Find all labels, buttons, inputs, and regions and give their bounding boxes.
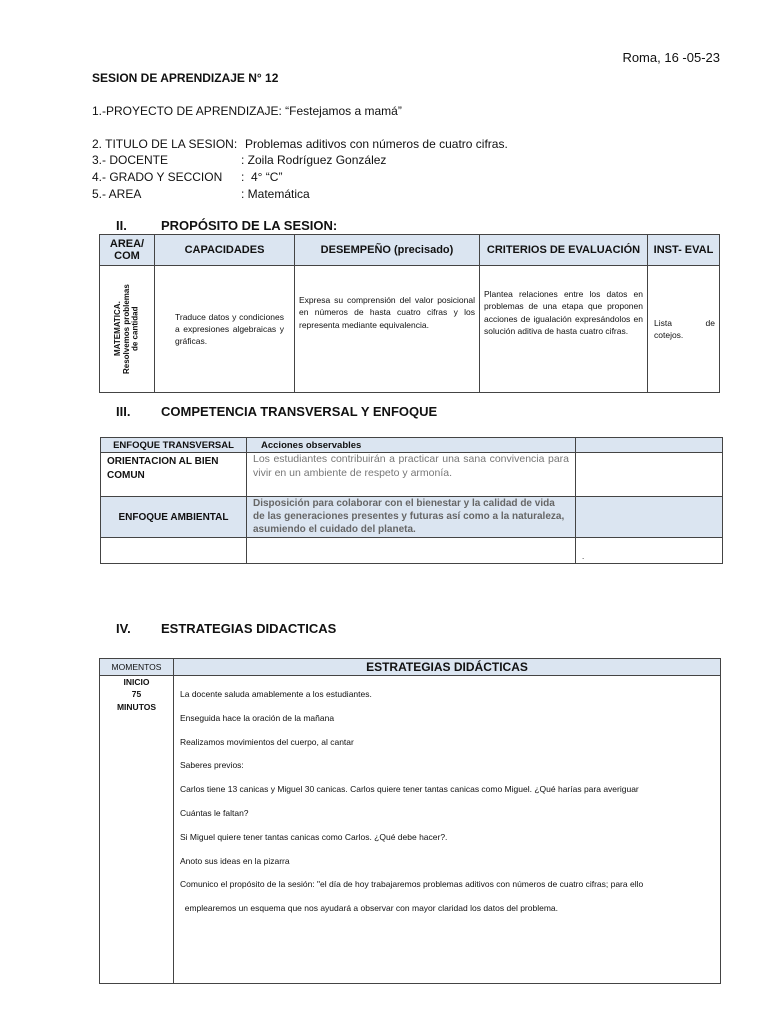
project-line: 1.-PROYECTO DE APRENDIZAJE: “Festejamos a mamá” — [92, 104, 402, 118]
cell-enfoque-bien-comun: ORIENTACION AL BIEN COMUN — [101, 453, 247, 497]
strategy-line: Comunico el propósito de la sesión: "el día de hoy trabajaremos problemas aditivos con números de cuatro cifras; para ello — [180, 879, 644, 889]
cell-area — [100, 266, 155, 393]
col-header-empty — [576, 438, 723, 453]
strategy-line: Si Miguel quiere tener tantas canicas como Carlos. ¿Qué debe hacer?. — [180, 832, 448, 842]
field-value-docente: : Zoila Rodríguez González — [241, 153, 387, 167]
field-label-grado: 4.- GRADO Y SECCION — [92, 170, 223, 184]
competence-row-2 — [101, 497, 723, 538]
cell-desempeno: Expresa su comprensión del valor posicional en números de hasta cuatro cifras y los representa mediante equivalencia. — [295, 266, 480, 393]
col-header-criterios: CRITERIOS DE EVALUACIÓN — [480, 235, 648, 266]
cell-momento-inicio — [100, 676, 174, 984]
purpose-table-header — [100, 235, 720, 266]
cell-acciones-ambiental: Disposición para colaborar con el bienestar y la calidad de vida de las generaciones presentes y futuras así como a la naturaleza, asumiendo el cuidado del planeta. — [247, 497, 576, 538]
strategy-line: Enseguida hace la oración de la mañana — [180, 713, 335, 723]
cell-empty-2 — [576, 497, 723, 538]
cell-empty-3a — [101, 538, 247, 564]
field-value-area: : Matemática — [241, 187, 310, 201]
strategies-table-header — [100, 659, 721, 676]
section-3-number: III. — [116, 404, 131, 419]
strategy-line: Anoto sus ideas en la pizarra — [180, 856, 290, 866]
section-3-heading — [116, 404, 437, 419]
strategy-line: emplearemos un esquema que nos ayudará a observar con mayor claridad los datos del problema. — [180, 903, 558, 913]
col-header-desempeno: DESEMPEÑO (precisado) — [295, 235, 480, 266]
strategy-line: Realizamos movimientos del cuerpo, al cantar — [180, 737, 354, 747]
strategy-line: Carlos tiene 13 canicas y Miguel 30 canicas. Carlos quiere tener tantas canicas como Miguel. ¿Qué harías para averiguar — [180, 784, 639, 794]
col-header-enfoque: ENFOQUE TRANSVERSAL — [101, 438, 247, 453]
cell-acciones-bien-comun: Los estudiantes contribuirán a practicar una sana convivencia para vivir en un ambiente de respeto y armonía. — [247, 453, 576, 497]
col-header-momentos: MOMENTOS — [100, 659, 174, 676]
competence-table — [100, 437, 723, 564]
field-value-titulo: Problemas aditivos con números de cuatro cifras. — [245, 137, 508, 151]
field-label-area: 5.- AREA — [92, 187, 142, 201]
document-date: Roma, 16 -05-23 — [622, 50, 720, 65]
cell-inst-eval: Lista de cotejos. — [648, 266, 720, 393]
momento-duration: 75 — [131, 689, 142, 700]
section-3-title: COMPETENCIA TRANSVERSAL Y ENFOQUE — [161, 404, 438, 419]
momento-label: INICIO — [123, 677, 150, 687]
section-4-title: ESTRATEGIAS DIDACTICAS — [161, 621, 337, 636]
competence-table-header — [101, 438, 723, 453]
purpose-table-row — [100, 266, 720, 393]
cell-empty-1 — [576, 453, 723, 497]
section-4-number: IV. — [116, 621, 131, 636]
strategy-line: La docente saluda amablemente a los estudiantes. — [180, 689, 372, 699]
cell-empty-3b — [247, 538, 576, 564]
cell-dot: . — [576, 538, 723, 564]
section-2-number: II. — [116, 218, 127, 233]
col-header-capacidades: CAPACIDADES — [155, 235, 295, 266]
field-label-titulo: 2. TITULO DE LA SESION: — [92, 137, 238, 151]
field-label-docente: 3.- DOCENTE — [92, 153, 169, 167]
col-header-inst-eval: INST- EVAL — [648, 235, 720, 266]
cell-criterios: Plantea relaciones entre los datos en problemas de una etapa que proponen acciones de igualación expresándolos en solución aditiva de hasta cuatro cifras. — [480, 266, 648, 393]
competence-row-1 — [101, 453, 723, 497]
field-value-grado: : 4° “C” — [241, 170, 283, 184]
competence-row-3 — [101, 538, 723, 564]
area-vertical-text: MATEMATICA. Resolvemos problemas de cantidad — [112, 284, 140, 374]
purpose-table — [99, 234, 720, 393]
momento-unit: MINUTOS — [116, 701, 157, 712]
strategy-line: Cuántas le faltan? — [180, 808, 249, 818]
col-header-estrategias: ESTRATEGIAS DIDÁCTICAS — [174, 659, 721, 676]
section-2-heading — [116, 218, 337, 233]
col-header-area: AREA/ COM — [100, 235, 155, 266]
col-header-acciones: Acciones observables — [247, 438, 576, 453]
strategies-table — [99, 658, 721, 984]
session-title: SESION DE APRENDIZAJE N° 12 — [92, 71, 279, 85]
section-4-heading — [116, 621, 336, 636]
strategy-line: Saberes previos: — [180, 760, 244, 770]
cell-enfoque-ambiental: ENFOQUE AMBIENTAL — [101, 497, 247, 538]
cell-capacidades: Traduce datos y condiciones a expresiones algebraicas y gráficas. — [155, 266, 295, 393]
section-2-title: PROPÓSITO DE LA SESION: — [161, 218, 338, 233]
